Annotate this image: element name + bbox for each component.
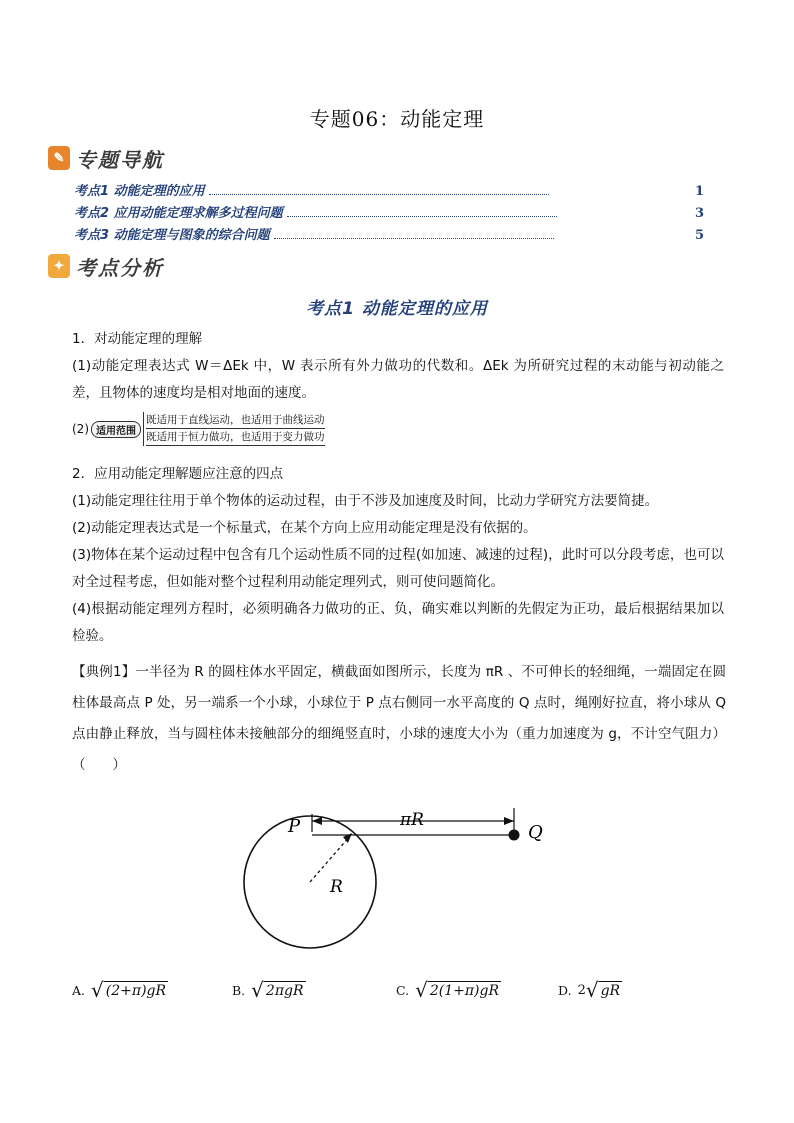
scope-diagram: [72, 412, 325, 446]
toc-leader: [274, 229, 554, 239]
page-title: 专题06：动能定理: [309, 107, 485, 131]
option-label: B.: [232, 982, 246, 998]
sqrt-expression: √ 2(1+π)gR: [415, 978, 500, 1002]
option-b[interactable]: [232, 980, 306, 1000]
arrow-left: [312, 817, 322, 825]
answer-options: [72, 980, 712, 1008]
point2-item: (3)物体在某个运动过程中包含有几个运动性质不同的过程(如加速、减速的过程)，此时可以分段考虑，也可以对全过程考虑，但如能对整个过程利用动能定理列式，则可使问题简化。: [72, 547, 724, 590]
option-radicand: gR: [600, 983, 621, 999]
option-radicand: (2+π)gR: [105, 983, 167, 999]
analysis-banner: [48, 252, 164, 280]
arrow-right: [504, 817, 514, 825]
banner-title: 专题导航: [76, 147, 164, 172]
point2-item: (2)动能定理表达式是一个标量式，在某个方向上应用动能定理是没有依据的。: [72, 520, 537, 536]
toc-item-page: 1: [694, 184, 704, 199]
toc-item-label: 考点2 应用动能定理求解多过程问题: [74, 206, 283, 221]
option-label: A.: [72, 982, 86, 998]
option-label: C.: [396, 982, 410, 998]
label-pir: πR: [400, 810, 424, 830]
nav-icon: ✎: [48, 146, 70, 170]
sqrt-expression: √ (2+π)gR: [91, 978, 167, 1002]
toc-item-page: 3: [694, 206, 704, 221]
option-radicand: 2(1+π)gR: [429, 983, 500, 999]
option-label: D.: [558, 982, 572, 998]
option-coef: 2: [577, 982, 586, 998]
scope-badge: 适用范围: [91, 421, 141, 438]
toc-leader: [209, 185, 549, 195]
scope-line-2: 既适用于恒力做功，也适用于变力做功: [146, 429, 325, 446]
example-question: 【典例1】一半径为 R 的圆柱体水平固定，横截面如图所示，长度为 πR 、不可伸长的轻细绳，一端固定在圆柱体最高点 P 处，另一端系一个小球，小球位于 P 点右侧同一水平高度的 Q 点时，绳刚好拉直，将小球从 Q 点由静止释放，当与圆柱体未接触部分的细绳竖直时，小球的速度大小为（重力加速度为 g，不计空气阻力）（ ）: [72, 664, 726, 773]
point1-block: [72, 326, 724, 407]
sqrt-expression: √ gR: [585, 978, 621, 1002]
banner-title: 考点分析: [76, 255, 164, 280]
label-q: Q: [528, 822, 543, 843]
cylinder-figure: [240, 800, 560, 970]
point1-heading: 1．对动能定理的理解: [72, 331, 203, 347]
section-title: 考点1 动能定理的应用: [306, 299, 488, 319]
label-r: R: [330, 877, 343, 897]
toc-leader: [287, 207, 557, 217]
radius-line: [310, 836, 350, 882]
option-c[interactable]: [396, 980, 501, 1000]
toc-item-label: 考点1 动能定理的应用: [74, 184, 205, 199]
point2-block: [72, 461, 724, 650]
scope-lines: [143, 412, 325, 446]
table-of-contents: [74, 180, 704, 246]
point2-item: (4)根据动能定理列方程时，必须明确各力做功的正、负，确实难以判断的先假定为正功，最后根据结果加以检验。: [72, 601, 724, 644]
point1-item1: (1)动能定理表达式 W＝ΔEk 中，W 表示所有外力做功的代数和。ΔEk 为所研究过程的末动能与初动能之差，且物体的速度均是相对地面的速度。: [72, 358, 724, 401]
toc-item-label: 考点3 动能定理与图象的综合问题: [74, 228, 270, 243]
toc-item[interactable]: [74, 202, 704, 224]
scope-line-1: 既适用于直线运动，也适用于曲线运动: [146, 412, 325, 429]
toc-item[interactable]: [74, 224, 704, 246]
option-a[interactable]: [72, 980, 168, 1000]
toc-item[interactable]: [74, 180, 704, 202]
option-radicand: 2πgR: [265, 983, 304, 999]
label-p: P: [288, 816, 301, 837]
lightbulb-icon: ✦: [48, 254, 70, 278]
topic-navigation-banner: [48, 144, 164, 172]
point2-heading: 2．应用动能定理解题应注意的四点: [72, 466, 284, 482]
option-d[interactable]: [558, 980, 622, 1000]
scope-prefix: (2): [72, 422, 89, 436]
sqrt-expression: √ 2πgR: [251, 978, 304, 1002]
toc-item-page: 5: [694, 228, 704, 243]
point2-item: (1)动能定理往往用于单个物体的运动过程，由于不涉及加速度及时间，比动力学研究方法要简捷。: [72, 493, 659, 509]
